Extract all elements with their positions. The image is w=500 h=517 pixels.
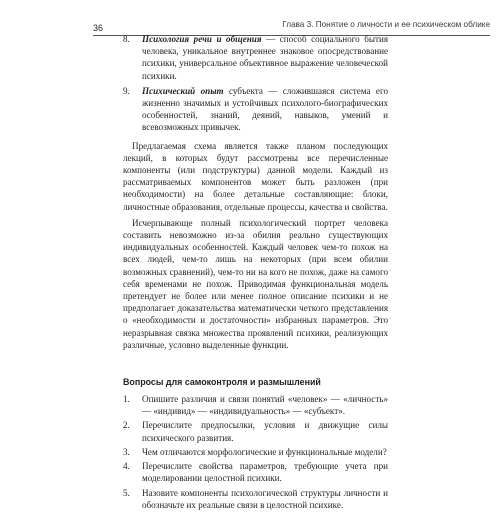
- definition-body: — способ социального бытия человека, уникальное внутреннее знаковое опосредствование психики, универсальное объективное выражение человеческой психики.: [142, 34, 389, 81]
- definition-term: Психический опыт: [142, 85, 224, 96]
- body-paragraph: Предлагаемая схема является также планом последующих лекций, в которых будут рассмотрены все перечисленные компоненты (или подструктуры) данной модели. Каждый из рассматриваемых компонентов может быть разложен (при необходимости) на более детальные составляющие: блоки, личностные образования, отдельные процессы, качества и свойства.: [123, 140, 388, 212]
- question-number: 2.: [123, 420, 130, 431]
- question-text: Перечислите предпосылки, условия и движущие силы психического развития.: [142, 420, 388, 443]
- page-number: 36: [93, 23, 104, 33]
- definition-item: [123, 85, 388, 134]
- page-body: [123, 33, 388, 517]
- definition-item: [123, 33, 388, 82]
- question-number: 3.: [123, 446, 130, 457]
- definitions-list: [123, 33, 388, 134]
- question-number: 1.: [123, 394, 130, 405]
- question-item: [123, 487, 388, 511]
- body-paragraph: Исчерпывающе полный психологический портрет человека составить невозможно из-за обилия реально существующих индивидуальных особенностей. Каждый человек чем-то похож на всех людей, чем-то лишь на некоторых (при всем обилии возможных сравнений), чем-то ни на кого не похож, даже на самого себя временами не похож. Приводимая функциональная модель претендует не более или менее полное описание психики и не предполагает доказательства математически четкого представления о «необходимости и достаточности» избранных параметров. Это неразрывная связка множества проявлений психики, реализующих различные, условно выделенные функции.: [123, 217, 388, 350]
- chapter-title: Глава 3. Понятие о личности и ее психическом облике: [282, 20, 490, 29]
- question-item: [123, 460, 388, 484]
- definition-text: [142, 85, 388, 134]
- question-text: Перечислите свойства параметров, требующие учета при моделировании целостной психики.: [142, 461, 388, 484]
- question-number: 4.: [123, 461, 130, 472]
- questions-heading: Вопросы для самоконтроля и размышлений: [123, 377, 321, 388]
- question-number: 5.: [123, 487, 130, 498]
- question-text: Опишите различия и связи понятий «человек» — «личность» — «индивид» — «индивидуальность» — «субъект».: [142, 394, 388, 417]
- question-item: [123, 446, 388, 458]
- definition-number: 8.: [123, 34, 130, 44]
- question-item: [123, 419, 388, 443]
- definition-body: субъекта — сложившаяся система его жизненно значимых и устойчивых психолого-биографических особенностей, знаний, деяний, навыков, умений и всевозможных привычек.: [142, 85, 389, 133]
- question-text: Назовите компоненты психологической структуры личности и обозначьте их реальные связи в целостной психике.: [142, 487, 388, 510]
- definition-text: [142, 33, 388, 82]
- definition-number: 9.: [123, 85, 130, 96]
- question-item: [123, 393, 388, 417]
- questions-list: [123, 393, 388, 511]
- question-text: Чем отличаются морфологические и функциональные модели?: [142, 446, 387, 457]
- definition-term: Психология речи и общения: [142, 34, 262, 44]
